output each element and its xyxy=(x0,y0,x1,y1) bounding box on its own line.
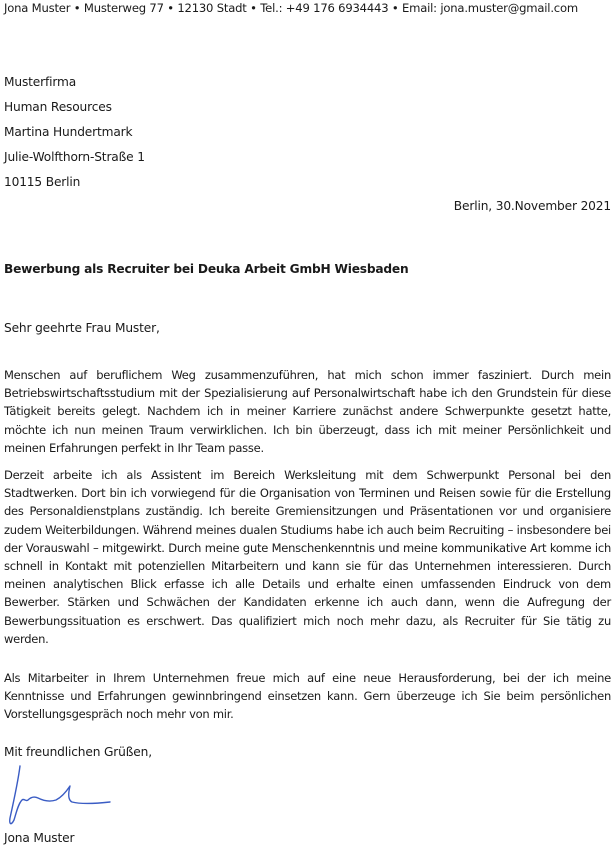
letter-date: Berlin, 30.November 2021 xyxy=(453,199,611,213)
recipient-company: Musterfirma xyxy=(4,75,77,89)
body-paragraph: Derzeit arbeite ich als Assistent im Bereich Werksleitung mit dem Schwerpunkt Personal bei den Stadtwerken. Dort bin ich vorwiegend für die Organisation von Terminen und Reisen sowie für die Erstellung des Personaldienstplans zuständig. Ich bereite Gremiensitzungen und Präsentationen vor und organisiere zudem Weiterbildungen. Während meines dualen Studiums habe ich auch beim Recruiting – insbesondere bei der Vorauswahl – mitgewirkt. Durch meine gute Menschenkenntnis und meine kommunikative Art komme ich schnell in Kontakt mit potenziellen Mitarbeitern und kann sie für das Unternehmen interessieren. Durch meinen analytischen Blick erfasse ich alle Details und erhalte einen umfassenden Eindruck von dem Bewerber. Stärken und Schwächen der Kandidaten erkenne ich auch dann, wenn die Aufregung der Bewerbungssituation es erschwert. Das qualifiziert mich noch mehr dazu, als Recruiter für Sie tätig zu werden. xyxy=(4,468,611,646)
recipient-address-block xyxy=(4,74,145,199)
signer-name: Jona Muster xyxy=(4,831,75,845)
handwritten-signature xyxy=(6,764,116,830)
sender-address-line: Jona Muster • Musterweg 77 • 12130 Stadt • Tel.: +49 176 6934443 • Email: jona.muster@gmail.com xyxy=(4,1,578,15)
recipient-street: Julie-Wolfthorn-Straße 1 xyxy=(4,150,145,164)
body-paragraph: Menschen auf beruflichem Weg zusammenzuführen, hat mich schon immer fasziniert. Durch mein Betriebswirtschaftsstudium mit der Spezialisierung auf Personalwirtschaft habe ich den Grundstein für diese Tätigkeit bereits gelegt. Nachdem ich in meiner Karriere zunächst andere Schwerpunkte gesetzt hatte, möchte ich nun meinen Traum verwirklichen. Ich bin überzeugt, dass ich mit meiner Persönlichkeit und meinen Erfahrungen perfekt in Ihr Team passe. xyxy=(4,368,611,455)
recipient-city: 10115 Berlin xyxy=(4,175,81,189)
recipient-contact: Martina Hundertmark xyxy=(4,125,133,139)
salutation: Sehr geehrte Frau Muster, xyxy=(4,321,160,335)
recipient-department: Human Resources xyxy=(4,100,112,114)
closing-phrase: Mit freundlichen Grüßen, xyxy=(4,745,152,759)
signature-stroke xyxy=(10,766,110,824)
body-paragraph: Als Mitarbeiter in Ihrem Unternehmen freue mich auf eine neue Herausforderung, bei der ich meine Kenntnisse und Erfahrungen gewinnbringend einsetzen kann. Gern überzeuge ich Sie beim persönlichen Vorstellungsgespräch noch mehr von mir. xyxy=(4,671,611,722)
letter-subject: Bewerbung als Recruiter bei Deuka Arbeit GmbH Wiesbaden xyxy=(4,262,409,276)
